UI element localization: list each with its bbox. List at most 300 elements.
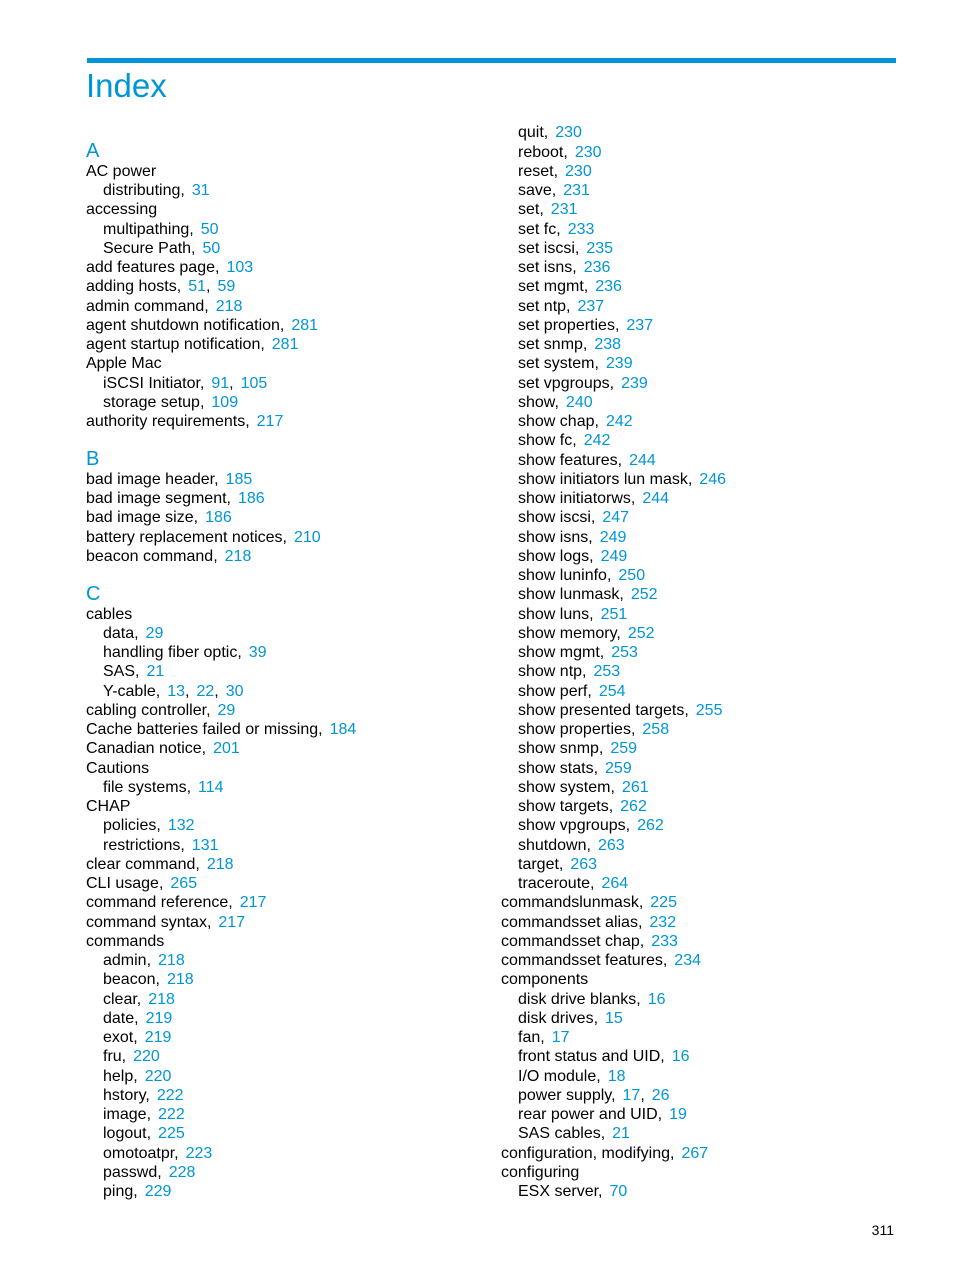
page-link[interactable]: 231	[550, 201, 578, 218]
page-link[interactable]: 218	[158, 952, 185, 969]
page-link[interactable]: 253	[611, 644, 638, 661]
page-link[interactable]: 251	[600, 606, 628, 623]
index-term: bad image size,	[86, 509, 199, 526]
index-entry	[86, 759, 149, 778]
index-subentry	[518, 585, 658, 604]
index-entry	[86, 855, 234, 874]
index-term: show lunmask,	[518, 586, 624, 603]
page-link[interactable]: 222	[156, 1087, 184, 1104]
index-term: show features,	[518, 452, 623, 469]
page-link[interactable]: 258	[642, 721, 670, 738]
page-link[interactable]: 132	[167, 817, 195, 834]
page-title: Index	[86, 67, 167, 104]
index-subentry	[518, 990, 666, 1009]
page-link[interactable]: 91	[211, 375, 230, 392]
page-link[interactable]: 217	[239, 894, 267, 911]
index-term: SAS,	[103, 663, 140, 680]
page-link[interactable]: 249	[600, 548, 628, 565]
index-term: logout,	[103, 1125, 152, 1142]
index-subentry	[518, 662, 620, 681]
index-letter-heading: C	[86, 583, 101, 605]
index-subentry	[518, 354, 633, 373]
index-term: set,	[518, 201, 544, 218]
index-entry	[86, 200, 157, 219]
page-link[interactable]: 201	[213, 740, 240, 757]
index-term: accessing	[86, 201, 158, 218]
index-term: rear power and UID,	[518, 1106, 663, 1123]
index-entry	[86, 316, 318, 335]
index-subentry	[518, 1086, 670, 1105]
index-entry	[501, 932, 678, 951]
page-separator: ,	[214, 683, 219, 700]
index-term: beacon command,	[86, 548, 218, 565]
index-term: show luninfo,	[518, 567, 612, 584]
index-subentry	[518, 200, 578, 219]
index-subentry	[518, 547, 627, 566]
index-term: show system,	[518, 779, 615, 796]
page-link[interactable]: 240	[565, 394, 593, 411]
page-link[interactable]: 218	[215, 298, 243, 315]
page-link[interactable]: 281	[291, 317, 319, 334]
index-term: multipathing,	[103, 221, 194, 238]
index-term: image,	[103, 1106, 152, 1123]
index-entry	[86, 720, 356, 739]
index-term: omotoatpr,	[103, 1145, 179, 1162]
page-link[interactable]: 238	[594, 336, 622, 353]
index-term: Y-cable,	[103, 683, 161, 700]
index-term: SAS cables,	[518, 1125, 606, 1142]
index-term: show fc,	[518, 432, 577, 449]
index-term: set fc,	[518, 221, 561, 238]
index-term: commandslunmask,	[501, 894, 644, 911]
index-term: set ntp,	[518, 298, 571, 315]
index-term: show mgmt,	[518, 644, 605, 661]
page-link[interactable]: 239	[621, 375, 648, 392]
page-link[interactable]: 220	[144, 1068, 172, 1085]
index-subentry	[518, 624, 655, 643]
index-subentry	[103, 1124, 185, 1143]
page-link[interactable]: 31	[191, 182, 210, 199]
page-separator: ,	[205, 278, 211, 295]
index-term: commandsset alias,	[501, 914, 643, 931]
page-link[interactable]: 229	[144, 1183, 172, 1200]
index-term: bad image header,	[86, 471, 219, 488]
page-link[interactable]: 228	[168, 1164, 196, 1181]
page-link[interactable]: 219	[145, 1010, 173, 1027]
page-link[interactable]: 236	[595, 278, 622, 295]
index-subentry	[518, 759, 632, 778]
page-link[interactable]: 186	[205, 509, 232, 526]
index-term: set isns,	[518, 259, 577, 276]
page-link[interactable]: 233	[651, 933, 678, 950]
index-term: show ntp,	[518, 663, 587, 680]
index-term: show presented targets,	[518, 702, 689, 719]
index-term: hstory,	[103, 1087, 150, 1104]
index-term: show stats,	[518, 760, 599, 777]
index-term: date,	[103, 1010, 139, 1027]
index-subentry	[518, 297, 604, 316]
page-link[interactable]: 237	[577, 298, 605, 315]
page-link[interactable]: 263	[570, 856, 598, 873]
index-subentry	[518, 412, 633, 431]
index-term: add features page,	[86, 259, 220, 276]
index-entry	[501, 1163, 579, 1182]
page-link[interactable]: 246	[699, 471, 726, 488]
page-link[interactable]: 16	[671, 1048, 690, 1065]
index-term: agent shutdown notification,	[86, 317, 285, 334]
page-link[interactable]: 259	[610, 740, 638, 757]
index-term: CHAP	[86, 798, 131, 815]
index-subentry	[518, 1124, 630, 1143]
index-subentry	[518, 701, 722, 720]
index-term: quit,	[518, 124, 549, 141]
page-link[interactable]: 17	[622, 1087, 641, 1104]
page-link[interactable]: 236	[583, 259, 611, 276]
page-link[interactable]: 230	[565, 163, 592, 180]
index-subentry	[103, 1009, 172, 1028]
index-subentry	[518, 451, 656, 470]
index-entry	[86, 335, 298, 354]
index-term: commandsset features,	[501, 952, 668, 969]
index-term: Secure Path,	[103, 240, 196, 257]
index-subentry	[518, 1182, 627, 1201]
index-subentry	[518, 220, 594, 239]
page-link[interactable]: 186	[237, 490, 265, 507]
index-term: reset,	[518, 163, 559, 180]
index-term: Apple Mac	[86, 355, 162, 372]
index-term: front status and UID,	[518, 1048, 665, 1065]
page-link[interactable]: 70	[609, 1183, 628, 1200]
index-entry	[86, 605, 132, 624]
index-letter-heading: B	[86, 448, 100, 470]
page-link[interactable]: 253	[593, 663, 621, 680]
index-subentry	[103, 1086, 184, 1105]
index-term: show memory,	[518, 625, 621, 642]
index-term: command syntax,	[86, 914, 212, 931]
page-link[interactable]: 105	[240, 375, 268, 392]
index-entry	[501, 951, 701, 970]
page-link[interactable]: 225	[650, 894, 677, 911]
index-term: set snmp,	[518, 336, 588, 353]
index-term: set properties,	[518, 317, 620, 334]
page-link[interactable]: 21	[612, 1125, 630, 1142]
page-link[interactable]: 232	[649, 914, 677, 931]
index-entry	[86, 913, 245, 932]
page-number: 311	[871, 1222, 894, 1238]
index-term: show,	[518, 394, 559, 411]
index-subentry	[103, 951, 185, 970]
index-term: shutdown,	[518, 837, 591, 854]
index-entry	[86, 797, 130, 816]
index-subentry	[103, 816, 195, 835]
page-link[interactable]: 230	[555, 124, 582, 141]
index-term: show perf,	[518, 683, 592, 700]
page-link[interactable]: 250	[618, 567, 646, 584]
page-link[interactable]: 265	[170, 875, 198, 892]
page-link[interactable]: 281	[271, 336, 299, 353]
index-subentry	[518, 1047, 690, 1066]
page-link[interactable]: 262	[637, 817, 664, 834]
index-subentry	[103, 220, 219, 239]
header-rule	[87, 58, 896, 63]
index-term: set system,	[518, 355, 599, 372]
index-term: configuring	[501, 1164, 580, 1181]
index-subentry	[518, 720, 669, 739]
index-subentry	[518, 1067, 626, 1086]
index-term: commands	[86, 933, 165, 950]
page-link[interactable]: 16	[647, 991, 666, 1008]
index-term: beacon,	[103, 971, 160, 988]
index-entry	[86, 547, 251, 566]
page-link[interactable]: 218	[224, 548, 252, 565]
page-link[interactable]: 29	[145, 625, 164, 642]
index-subentry	[518, 778, 649, 797]
index-term: target,	[518, 856, 564, 873]
index-entry	[86, 412, 283, 431]
page-link[interactable]: 50	[200, 221, 219, 238]
page-link[interactable]: 59	[217, 278, 236, 295]
page-link[interactable]: 39	[248, 644, 267, 661]
page-link[interactable]: 22	[196, 683, 215, 700]
index-entry	[501, 913, 676, 932]
page-link[interactable]: 217	[218, 914, 246, 931]
page-link[interactable]: 239	[605, 355, 633, 372]
index-term: cabling controller,	[86, 702, 211, 719]
index-term: I/O module,	[518, 1068, 601, 1085]
index-subentry	[103, 990, 175, 1009]
page-link[interactable]: 222	[158, 1106, 185, 1123]
page-link[interactable]: 210	[294, 529, 321, 546]
index-subentry	[103, 643, 267, 662]
index-subentry	[103, 1163, 195, 1182]
index-term: show initiators lun mask,	[518, 471, 693, 488]
page-link[interactable]: 237	[626, 317, 654, 334]
index-term: configuration, modifying,	[501, 1145, 675, 1162]
index-subentry	[518, 739, 637, 758]
index-term: disk drive blanks,	[518, 991, 641, 1008]
page-link[interactable]: 13	[167, 683, 186, 700]
index-letter-heading: A	[86, 140, 100, 162]
page-link[interactable]: 50	[202, 240, 221, 257]
page-link[interactable]: 109	[211, 394, 239, 411]
index-entry	[86, 528, 321, 547]
index-term: clear command,	[86, 856, 200, 873]
index-subentry	[103, 1105, 185, 1124]
page-separator: ,	[185, 683, 190, 700]
page-link[interactable]: 234	[674, 952, 701, 969]
page-link[interactable]: 218	[148, 991, 175, 1008]
index-subentry	[103, 970, 194, 989]
index-term: clear,	[103, 991, 142, 1008]
page-link[interactable]: 261	[621, 779, 649, 796]
page-link[interactable]: 223	[185, 1145, 213, 1162]
index-term: data,	[103, 625, 139, 642]
page-link[interactable]: 242	[605, 413, 633, 430]
index-entry	[86, 258, 253, 277]
page-link[interactable]: 254	[598, 683, 626, 700]
index-entry	[86, 470, 252, 489]
index-subentry	[518, 277, 622, 296]
index-term: show initiatorws,	[518, 490, 636, 507]
page-link[interactable]: 17	[551, 1029, 570, 1046]
index-term: restrictions,	[103, 837, 185, 854]
page-link[interactable]: 184	[329, 721, 357, 738]
index-term: show vpgroups,	[518, 817, 631, 834]
index-subentry	[103, 181, 210, 200]
index-term: agent startup notification,	[86, 336, 265, 353]
index-term: ping,	[103, 1183, 138, 1200]
page-link[interactable]: 220	[133, 1048, 160, 1065]
index-term: power supply,	[518, 1087, 616, 1104]
index-subentry	[103, 836, 219, 855]
page-link[interactable]: 218	[166, 971, 194, 988]
index-term: ESX server,	[518, 1183, 603, 1200]
page-link[interactable]: 29	[217, 702, 236, 719]
index-term: traceroute,	[518, 875, 595, 892]
index-subentry	[518, 605, 627, 624]
index-entry	[86, 932, 164, 951]
index-term: distributing,	[103, 182, 185, 199]
page-link[interactable]: 263	[597, 837, 625, 854]
index-subentry	[518, 1009, 623, 1028]
page-link[interactable]: 255	[695, 702, 723, 719]
page-link[interactable]: 247	[602, 509, 630, 526]
index-entry	[86, 874, 197, 893]
index-subentry	[103, 624, 163, 643]
page-link[interactable]: 259	[605, 760, 632, 777]
page-link[interactable]: 252	[630, 586, 658, 603]
index-term: set mgmt,	[518, 278, 589, 295]
index-subentry	[518, 162, 592, 181]
index-term: show snmp,	[518, 740, 604, 757]
index-subentry	[518, 1028, 569, 1047]
page-link[interactable]: 225	[158, 1125, 185, 1142]
page-link[interactable]: 15	[605, 1010, 623, 1027]
index-term: file systems,	[103, 779, 192, 796]
index-subentry	[518, 239, 613, 258]
index-term: CLI usage,	[86, 875, 164, 892]
index-term: command reference,	[86, 894, 233, 911]
index-entry	[86, 277, 235, 296]
index-entry	[501, 893, 677, 912]
index-subentry	[518, 643, 638, 662]
page-link[interactable]: 217	[256, 413, 284, 430]
page-link[interactable]: 262	[620, 798, 647, 815]
page-link[interactable]: 51	[188, 278, 206, 295]
index-subentry	[103, 1028, 171, 1047]
index-term: reboot,	[518, 144, 568, 161]
index-term: commandsset chap,	[501, 933, 645, 950]
index-entry	[501, 1144, 708, 1163]
page-link[interactable]: 185	[225, 471, 253, 488]
page-link[interactable]: 21	[146, 663, 165, 680]
index-term: adding hosts,	[86, 278, 182, 295]
index-entry	[86, 489, 265, 508]
index-term: policies,	[103, 817, 161, 834]
index-subentry	[518, 855, 597, 874]
index-term: save,	[518, 182, 557, 199]
index-subentry	[103, 393, 238, 412]
index-subentry	[103, 374, 267, 393]
page-link[interactable]: 244	[642, 490, 670, 507]
page-link[interactable]: 233	[567, 221, 595, 238]
index-term: iSCSI Initiator,	[103, 375, 205, 392]
index-entry	[86, 739, 240, 758]
page-link[interactable]: 249	[599, 529, 627, 546]
index-term: show chap,	[518, 413, 599, 430]
page-link[interactable]: 19	[669, 1106, 687, 1123]
index-subentry	[518, 508, 629, 527]
index-entry	[501, 970, 588, 989]
index-term: help,	[103, 1068, 138, 1085]
page-link[interactable]: 252	[627, 625, 655, 642]
index-entry	[86, 701, 235, 720]
index-subentry	[518, 258, 610, 277]
index-subentry	[518, 836, 625, 855]
index-term: Cache batteries failed or missing,	[86, 721, 323, 738]
index-term: handling fiber optic,	[103, 644, 242, 661]
index-subentry	[518, 797, 647, 816]
index-subentry	[518, 470, 726, 489]
page-link[interactable]: 230	[574, 144, 602, 161]
page-link[interactable]: 219	[144, 1029, 172, 1046]
page-link[interactable]: 264	[601, 875, 629, 892]
index-subentry	[103, 682, 244, 701]
index-term: admin command,	[86, 298, 209, 315]
index-subentry	[518, 123, 582, 142]
index-term: show logs,	[518, 548, 594, 565]
index-subentry	[518, 143, 602, 162]
index-subentry	[518, 431, 610, 450]
page-link[interactable]: 267	[681, 1145, 709, 1162]
index-subentry	[518, 181, 590, 200]
index-subentry	[518, 874, 628, 893]
page-link[interactable]: 235	[586, 240, 614, 257]
page-link[interactable]: 30	[225, 683, 244, 700]
page-link[interactable]: 103	[226, 259, 254, 276]
index-term: show luns,	[518, 606, 594, 623]
page-link[interactable]: 114	[198, 779, 224, 796]
index-entry	[86, 297, 242, 316]
index-term: storage setup,	[103, 394, 205, 411]
index-term: components	[501, 971, 589, 988]
index-term: battery replacement notices,	[86, 529, 287, 546]
index-entry	[86, 162, 156, 181]
index-term: Canadian notice,	[86, 740, 207, 757]
index-term: cables	[86, 606, 133, 623]
index-term: AC power	[86, 163, 157, 180]
page-link[interactable]: 231	[563, 182, 590, 199]
index-term: Cautions	[86, 760, 150, 777]
index-term: set iscsi,	[518, 240, 580, 257]
index-subentry	[103, 1182, 171, 1201]
page-link[interactable]: 244	[629, 452, 656, 469]
index-term: passwd,	[103, 1164, 162, 1181]
index-term: show iscsi,	[518, 509, 596, 526]
page-link[interactable]: 131	[191, 837, 219, 854]
index-term: show isns,	[518, 529, 593, 546]
page-link[interactable]: 218	[206, 856, 234, 873]
index-term: disk drives,	[518, 1010, 599, 1027]
page-link[interactable]: 242	[583, 432, 611, 449]
page-separator: ,	[640, 1087, 645, 1104]
index-term: show targets,	[518, 798, 614, 815]
index-term: show properties,	[518, 721, 636, 738]
page-link[interactable]: 18	[607, 1068, 626, 1085]
page-link[interactable]: 26	[651, 1087, 670, 1104]
index-subentry	[518, 682, 626, 701]
index-subentry	[518, 528, 626, 547]
